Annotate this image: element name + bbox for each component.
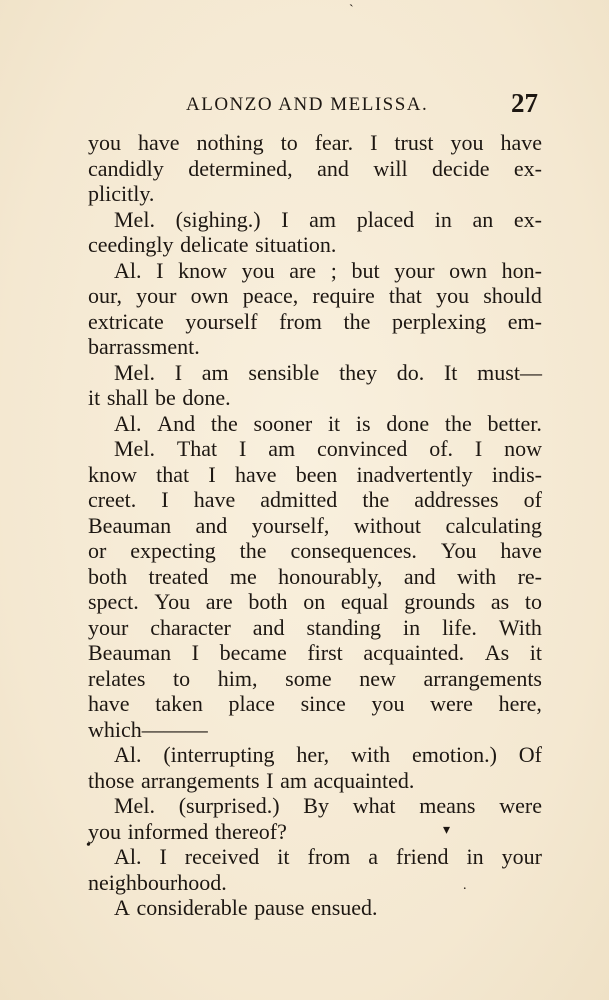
word: extricate [88, 308, 164, 334]
word: I [156, 257, 164, 283]
word: calculating [445, 512, 542, 538]
word: Al. [114, 410, 142, 436]
word: expecting [130, 538, 216, 563]
word: nothing [196, 130, 264, 155]
word: ex- [513, 155, 542, 181]
word: friend [396, 844, 449, 869]
word: Beauman [88, 512, 172, 538]
word: must— [477, 359, 542, 385]
word: (sighing.) [175, 206, 261, 232]
text-line [88, 360, 542, 386]
word: barrassment. [88, 334, 200, 359]
word: the [444, 410, 472, 436]
text-line [88, 385, 542, 411]
word: emotion.) [411, 742, 497, 767]
word: arrangements [423, 665, 542, 691]
text-line [88, 181, 542, 207]
word: inadvertently [356, 461, 473, 487]
text-line [88, 666, 542, 692]
word: admitted [260, 487, 338, 512]
ink-speck: . [463, 878, 467, 893]
ink-speck: • [86, 838, 91, 853]
text-line [88, 742, 542, 768]
ink-speck: ▾ [443, 823, 451, 838]
word: By [303, 793, 329, 818]
word: your [394, 257, 435, 283]
word: A [114, 895, 130, 920]
word: perplexing [392, 308, 487, 334]
word: means [419, 793, 476, 818]
word: done. [182, 385, 231, 410]
page-number: 27 [511, 88, 538, 118]
text-line [88, 309, 542, 335]
word: considerable [136, 895, 248, 920]
text-line [88, 462, 542, 488]
word: that [388, 283, 422, 308]
word: grounds [404, 589, 476, 614]
word: it [277, 844, 290, 869]
text-line [88, 436, 542, 462]
word: done [386, 410, 430, 436]
text-line [88, 258, 542, 284]
word: yourself [185, 308, 258, 334]
word: Beauman [88, 640, 172, 665]
word: hon- [501, 257, 542, 283]
word: it [529, 640, 542, 665]
word: sensible [248, 359, 320, 385]
word: you [88, 818, 121, 844]
word: have [137, 130, 180, 155]
word: that [156, 461, 190, 487]
word: know [178, 257, 227, 283]
word: honourably, [278, 563, 383, 589]
word: with [351, 742, 391, 767]
word: place [228, 691, 275, 716]
word: is [355, 410, 371, 436]
word: both [248, 589, 288, 614]
word: ; [330, 257, 337, 283]
body-text [88, 130, 542, 921]
word: to [524, 589, 542, 614]
word: As [484, 640, 510, 665]
word: acquainted. [313, 767, 415, 793]
text-line [88, 895, 542, 921]
word: have [234, 461, 277, 487]
word: you [241, 257, 275, 283]
word: treated [148, 563, 209, 589]
word: me [229, 563, 257, 589]
word: from [279, 308, 322, 334]
word: and [252, 614, 285, 640]
word: the [239, 538, 267, 563]
text-line [88, 411, 542, 437]
word: now [504, 436, 542, 461]
text-line [88, 334, 542, 360]
word: plicitly. [88, 181, 155, 206]
word: your [136, 283, 177, 308]
word: I [161, 487, 169, 512]
word: to [280, 130, 298, 155]
word: some [285, 665, 332, 691]
word: relates [88, 665, 146, 691]
word: I [370, 130, 378, 155]
word: to [173, 665, 191, 691]
text-line [88, 615, 542, 641]
word: better. [487, 410, 542, 436]
word: of. [429, 436, 454, 461]
text-line [88, 564, 542, 590]
word: without [353, 512, 421, 538]
word: and [195, 512, 228, 538]
word: em- [507, 308, 542, 334]
text-line [88, 538, 542, 564]
text-line [88, 819, 542, 845]
word: sooner [253, 410, 313, 436]
word: decide [432, 155, 490, 181]
word: candidly [88, 155, 164, 181]
word: should [483, 283, 542, 308]
word: have [500, 538, 542, 563]
word: our, [88, 283, 122, 308]
word: Mel. [114, 436, 155, 461]
word: they [339, 359, 377, 385]
word: both [88, 563, 128, 589]
word: Al. [114, 844, 142, 869]
word: in [403, 614, 421, 640]
word: ensued. [310, 895, 378, 920]
word: it [327, 410, 341, 436]
word: received [184, 844, 260, 869]
word: but [351, 257, 380, 283]
word: I [174, 359, 183, 385]
word: in [466, 844, 484, 869]
word: life. [442, 614, 477, 640]
word: convinced [316, 436, 408, 461]
word: been [295, 461, 338, 487]
word: Mel. [114, 793, 155, 818]
text-line [88, 232, 542, 258]
word: I [191, 640, 199, 665]
word: addresses [414, 487, 499, 512]
word: you [371, 691, 405, 716]
ink-speck: ˋ [349, 3, 354, 18]
word: know [88, 461, 137, 487]
word: you [88, 130, 121, 155]
word: what [352, 793, 396, 818]
text-line [88, 130, 542, 156]
word: the [343, 308, 371, 334]
word: new [359, 665, 396, 691]
word: and [317, 155, 349, 181]
word: arrangements [141, 767, 260, 793]
word: have [88, 691, 130, 716]
word: of [523, 487, 542, 512]
word: am [201, 359, 229, 385]
text-line [88, 283, 542, 309]
word: Al. [114, 257, 142, 283]
word: am [309, 206, 337, 232]
word: those [88, 767, 135, 793]
word: the [210, 410, 238, 436]
word: own [449, 257, 488, 283]
word: trust [394, 130, 434, 155]
word: it [88, 385, 101, 410]
text-line [88, 844, 542, 870]
word: am [280, 767, 307, 793]
word: Of [518, 742, 542, 767]
text-line [88, 640, 542, 666]
word: Mel. [114, 359, 155, 385]
word: on [303, 589, 326, 614]
word: with [457, 563, 497, 589]
word: Al. [114, 742, 142, 767]
word: It [443, 359, 458, 385]
word: her, [296, 742, 330, 767]
word: fear. [314, 130, 354, 155]
word: taken [155, 691, 203, 716]
word: as [490, 589, 510, 614]
word: or [88, 538, 107, 563]
word: since [300, 691, 346, 716]
word: neighbourhood. [88, 869, 227, 895]
word: became [219, 640, 287, 665]
word: be [154, 385, 176, 410]
word: the [362, 487, 390, 512]
word: will [373, 155, 408, 181]
word: your [88, 614, 129, 640]
text-line [88, 589, 542, 615]
word: acquainted. [363, 640, 465, 665]
word: own [190, 283, 229, 308]
word: are [289, 257, 317, 283]
word: your [501, 844, 542, 869]
text-line [88, 691, 542, 717]
text-line [88, 717, 542, 743]
word: ex- [513, 206, 542, 232]
word: and [403, 563, 436, 589]
word: character [150, 614, 231, 640]
word: I [208, 461, 216, 487]
word: informed [127, 818, 209, 844]
word: in [434, 206, 452, 232]
word: ceedingly [88, 232, 174, 257]
word: pause [254, 895, 305, 920]
word: are [205, 589, 233, 614]
word: Mel. [114, 206, 155, 232]
word: indis- [491, 461, 542, 487]
word: situation. [255, 232, 337, 257]
word: a [368, 844, 379, 869]
word: With [498, 614, 542, 640]
text-line [88, 156, 542, 182]
text-line [88, 870, 542, 896]
word: You [440, 538, 477, 563]
word: have [193, 487, 236, 512]
word: (surprised.) [178, 793, 280, 818]
word: determined, [188, 155, 293, 181]
word: equal [340, 589, 389, 614]
word: standing [306, 614, 382, 640]
word: yourself, [251, 512, 330, 538]
word: require [312, 283, 375, 308]
word: from [307, 844, 351, 869]
word: which——— [88, 716, 208, 742]
word: That [176, 436, 218, 461]
word: consequences. [290, 538, 417, 563]
word: am [268, 436, 296, 461]
text-line [88, 513, 542, 539]
word: first [307, 640, 343, 665]
text-line [88, 487, 542, 513]
text-line [88, 793, 542, 819]
word: I [474, 436, 483, 461]
word: spect. [88, 589, 139, 614]
word: delicate [180, 232, 249, 257]
word: thereof? [214, 818, 287, 844]
running-title: ALONZO AND MELISSA. [186, 94, 429, 115]
word: I [239, 436, 247, 461]
word: re- [517, 563, 542, 589]
word: creet. [88, 487, 137, 512]
text-line [88, 207, 542, 233]
text-line [88, 768, 542, 794]
word: And [157, 410, 196, 436]
word: you [450, 130, 484, 155]
word: an [472, 206, 494, 232]
word: You [154, 589, 191, 614]
word: were [430, 691, 473, 716]
word: (interrupting [163, 742, 275, 767]
word: I [159, 844, 167, 869]
word: I [266, 767, 274, 793]
word: peace, [242, 283, 299, 308]
word: were [499, 793, 542, 818]
word: you [436, 283, 470, 308]
page-header [88, 90, 540, 120]
word: I [281, 206, 289, 232]
word: have [500, 130, 542, 155]
word: placed [356, 206, 415, 232]
word: him, [217, 665, 258, 691]
word: shall [106, 385, 149, 410]
word: do. [396, 359, 425, 385]
word: here, [498, 691, 542, 716]
